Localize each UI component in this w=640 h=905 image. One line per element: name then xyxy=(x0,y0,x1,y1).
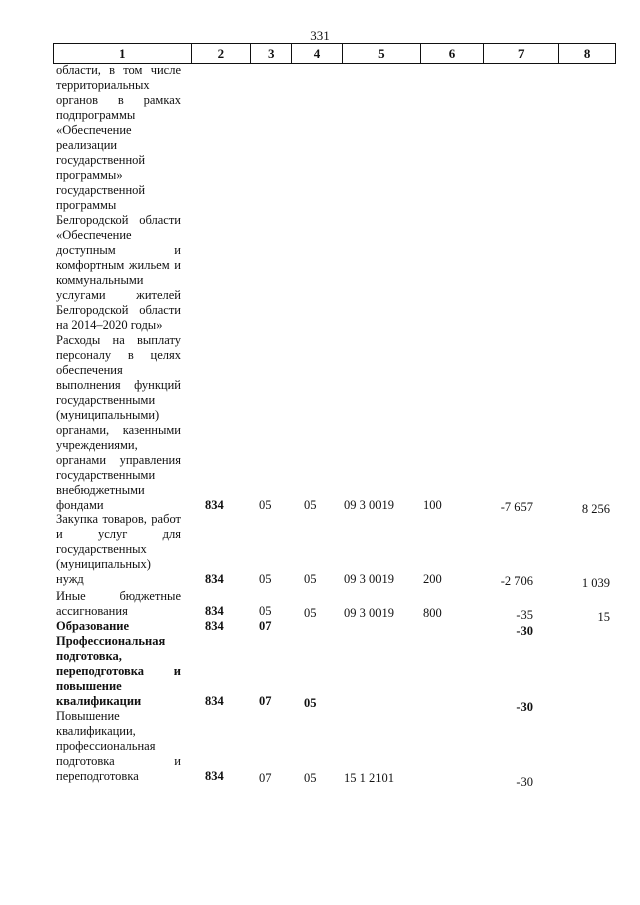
header-col-3: 3 xyxy=(251,44,292,63)
header-col-1: 1 xyxy=(54,44,192,63)
cell-col-3: 05 xyxy=(259,572,272,586)
cell-col-3: 05 xyxy=(259,604,272,618)
cell-col-2: 834 xyxy=(205,572,224,586)
page-number: 331 xyxy=(310,28,330,43)
cell-col-2: 834 xyxy=(205,694,224,708)
cell-col-8: 1 039 xyxy=(581,576,610,590)
cell-col-7: -30 xyxy=(516,624,533,638)
cell-col-3: 07 xyxy=(259,694,272,708)
cell-col-7: -30 xyxy=(516,700,533,714)
cell-col-4: 05 xyxy=(304,572,317,586)
header-col-6: 6 xyxy=(421,44,485,63)
row-description: Образование xyxy=(56,619,130,633)
cell-col-3: 07 xyxy=(259,771,272,785)
cell-col-6: 100 xyxy=(423,498,442,512)
cell-col-8: 15 xyxy=(597,610,610,624)
row-description: Расходы на выплату персоналу в целях обеспечения выполнения функций государственными (муниципальными) органами, казенными учреждениями, органами управления государственными внебюджетными фондами xyxy=(56,333,181,512)
cell-col-7: -2 706 xyxy=(500,574,533,588)
cell-col-6: 800 xyxy=(423,606,442,620)
cell-col-6: 200 xyxy=(423,572,442,586)
cell-col-5: 09 3 0019 xyxy=(344,498,394,512)
header-col-5: 5 xyxy=(343,44,421,63)
cell-col-5: 09 3 0019 xyxy=(344,572,394,586)
cell-col-5: 09 3 0019 xyxy=(344,606,394,620)
row-description: области, в том числе территориальных органов в рамках подпрограммы «Обеспечение реализации государственной программы» государственной программы Белгородской области «Обеспечение доступным и комфортным жильем и коммунальными услугами жителей Белгородской области на 2014–2020 годы» xyxy=(56,63,181,332)
header-col-7: 7 xyxy=(484,44,559,63)
cell-col-8: 8 256 xyxy=(581,502,610,516)
cell-col-4: 05 xyxy=(304,771,317,785)
cell-col-2: 834 xyxy=(205,769,224,783)
cell-col-4: 05 xyxy=(304,498,317,512)
row-description: Иные бюджетные ассигнования xyxy=(56,589,181,618)
cell-col-5: 15 1 2101 xyxy=(344,771,394,785)
row-description: Повышение квалификации, профессиональная подготовка и переподготовка xyxy=(56,709,181,783)
cell-col-7: -35 xyxy=(516,608,533,622)
header-col-8: 8 xyxy=(583,46,591,61)
cell-col-2: 834 xyxy=(205,498,224,512)
header-col-2: 2 xyxy=(192,44,252,63)
cell-col-7: -30 xyxy=(516,775,533,789)
cell-col-3: 07 xyxy=(259,619,272,633)
cell-col-7: -7 657 xyxy=(500,500,533,514)
cell-col-3: 05 xyxy=(259,498,272,512)
header-col-4: 4 xyxy=(292,44,343,63)
cell-col-2: 834 xyxy=(205,604,224,618)
row-description: Профессиональная подготовка, переподготовка и повышение квалификации xyxy=(56,634,181,708)
cell-col-2: 834 xyxy=(205,619,224,633)
row-description: Закупка товаров, работ и услуг для государственных (муниципальных) нужд xyxy=(56,512,181,586)
cell-col-4: 05 xyxy=(304,696,317,710)
cell-col-4: 05 xyxy=(304,606,317,620)
